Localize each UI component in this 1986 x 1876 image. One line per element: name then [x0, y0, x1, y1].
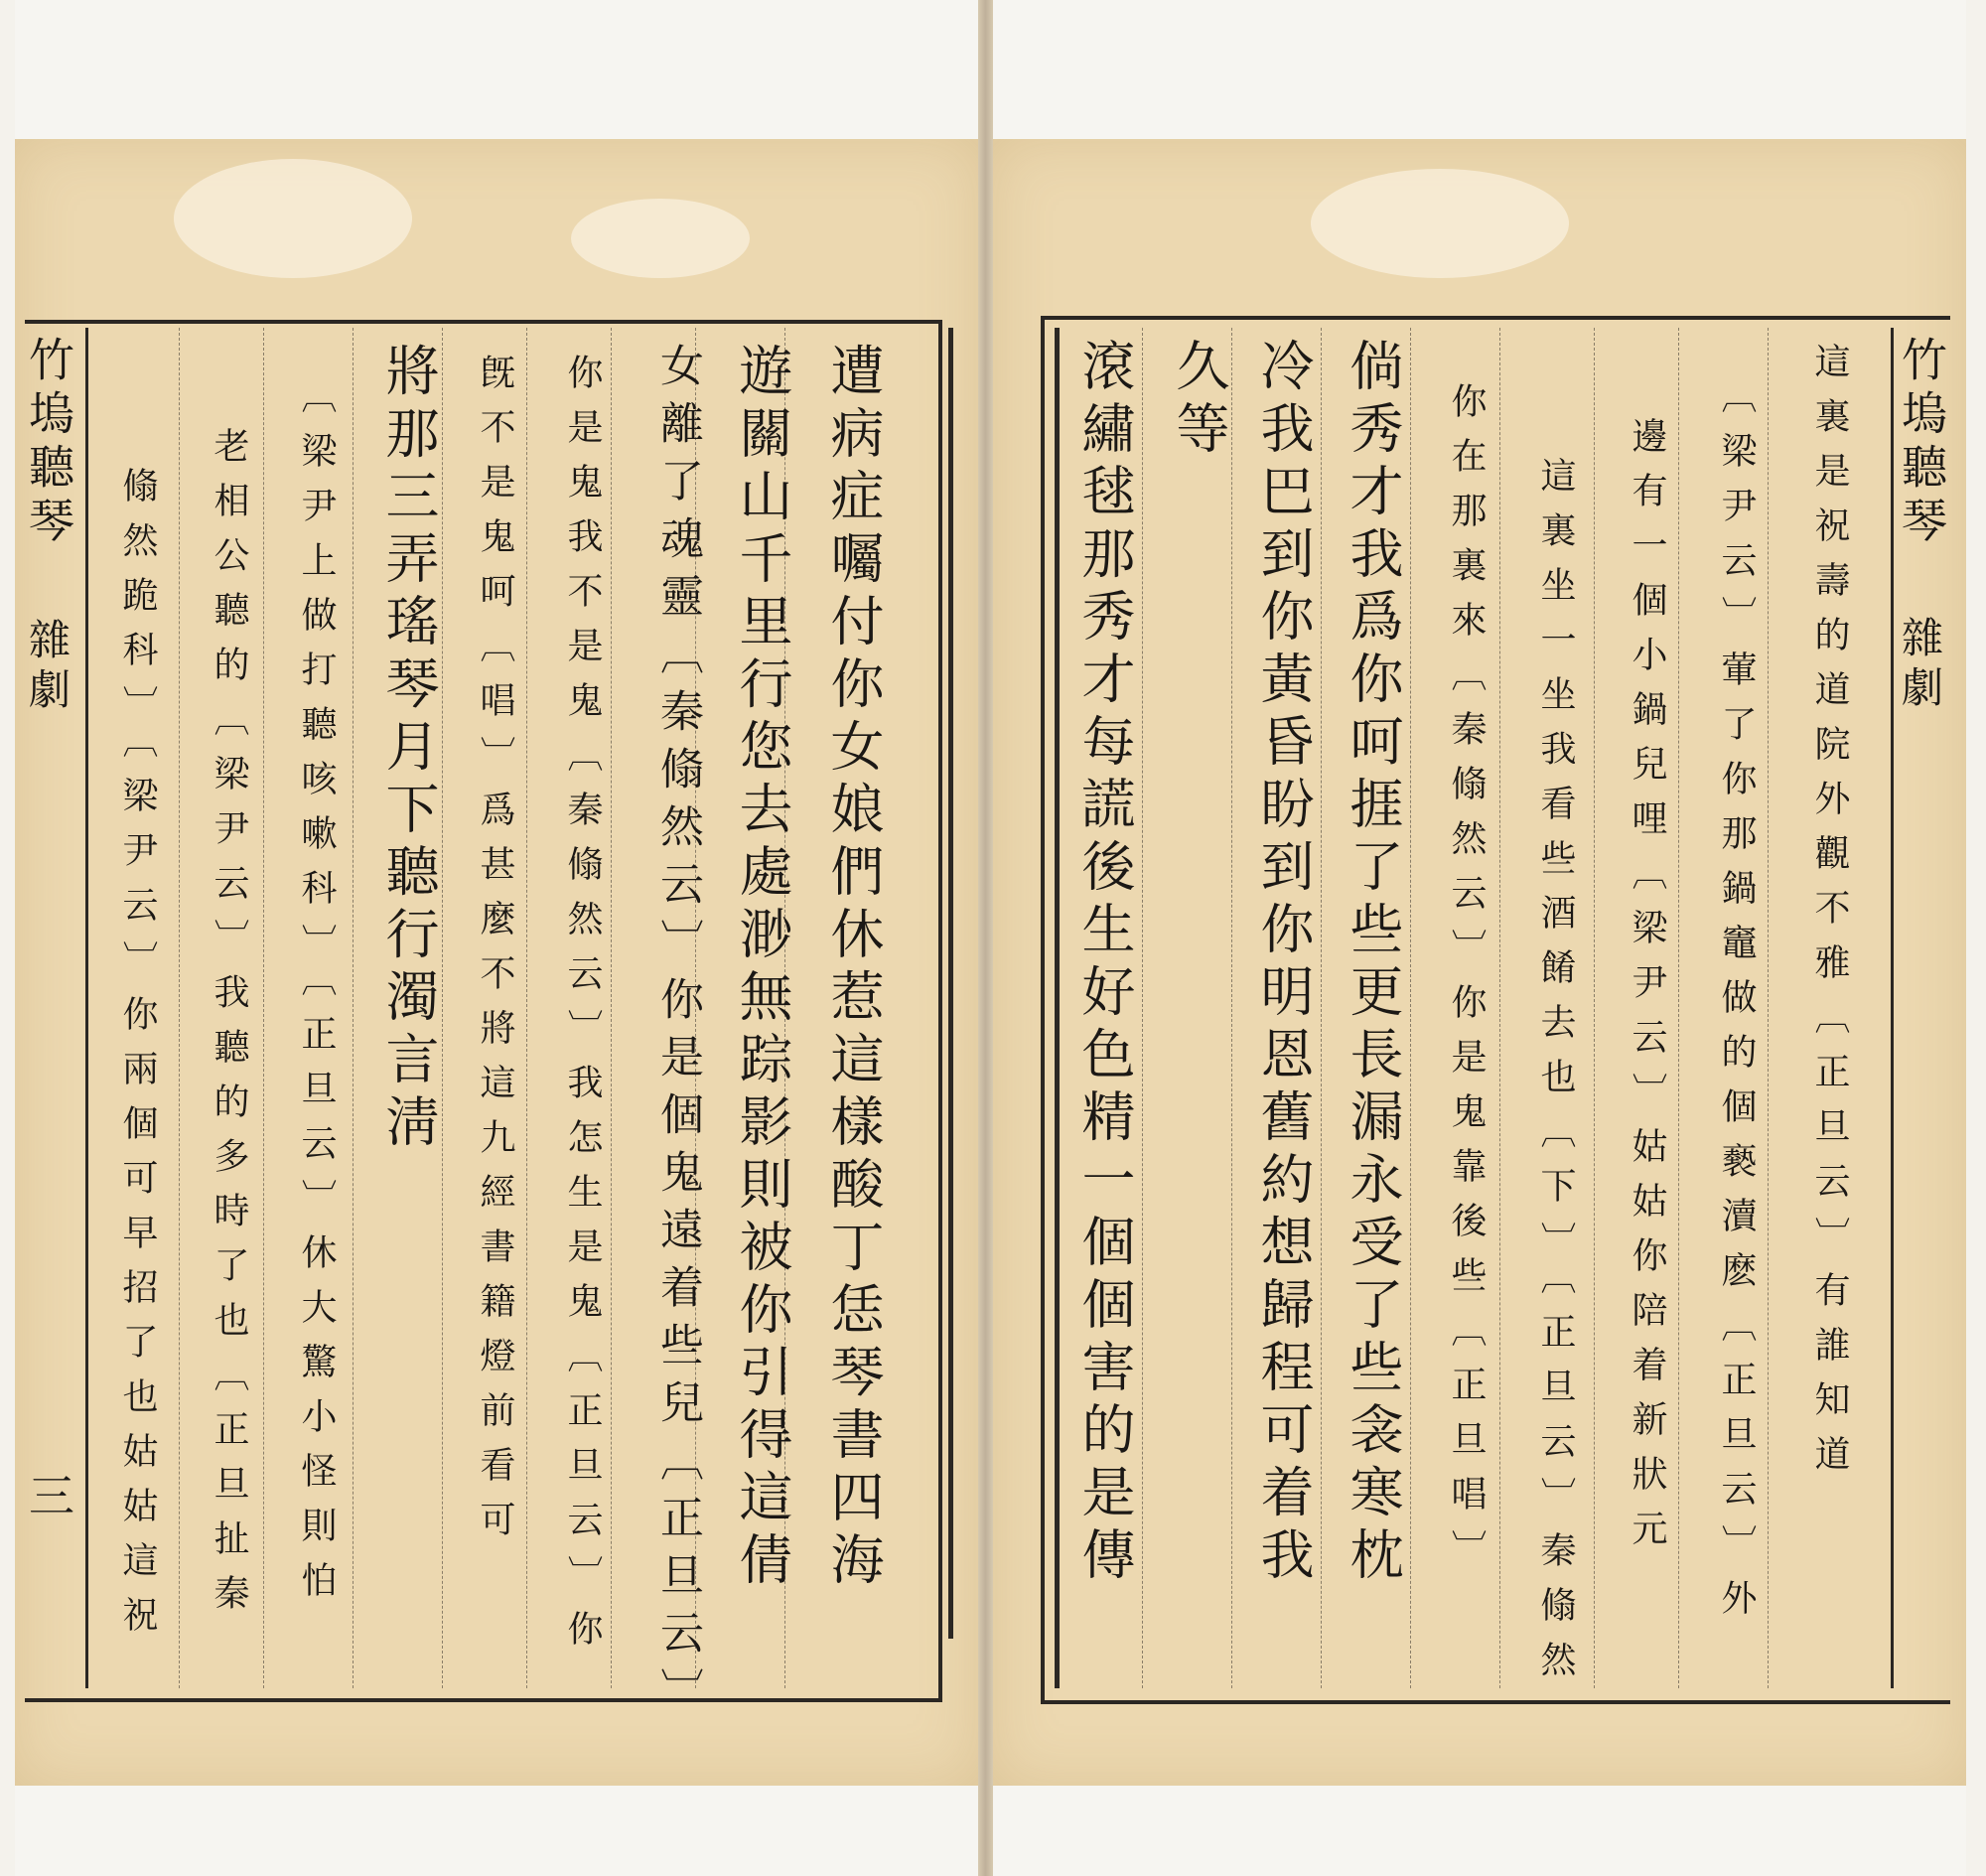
- text-column: 翛然跪科〕〔梁尹云〕你兩個可早招了也姑姑這祝: [117, 467, 158, 1651]
- column-rule: [1410, 328, 1411, 1688]
- column-rule: [526, 328, 527, 1688]
- text-column: 將那三弄瑤琴月下聽行濁言淸: [377, 343, 440, 1156]
- text-column: 遭病症囑付你女娘們休惹這樣酸丁恁琴書四海: [822, 343, 885, 1594]
- right-spine-category: 雜劇: [1896, 616, 1944, 715]
- text-column: 〔梁尹云〕葷了你那鍋竈做的個褻瀆麽〔正旦云〕外: [1716, 377, 1757, 1634]
- column-rule: [1142, 328, 1143, 1688]
- text-column: 你是鬼我不是鬼〔秦翛然云〕我怎生是鬼〔正旦云〕你: [562, 354, 603, 1664]
- text-column: 久等: [1168, 338, 1230, 463]
- column-rule: [1321, 328, 1322, 1688]
- text-column: 老相公聽的〔梁尹云〕我聽的多時了也〔正旦扯秦: [209, 427, 249, 1629]
- column-rule: [1768, 328, 1769, 1688]
- paper-stain: [571, 199, 750, 278]
- column-rule: [1499, 328, 1500, 1688]
- right-spine-title: 竹塢聽琴: [1895, 336, 1948, 550]
- left-spine-rule: [85, 328, 88, 1688]
- right-spine-rule: [1891, 328, 1894, 1688]
- text-column: 〔梁尹上做打聽咳嗽科〕〔正旦云〕休大驚小怪則怕: [296, 377, 337, 1616]
- text-column: 遊關山千里行您去處渺無踪影則被你引得這倩: [731, 343, 793, 1594]
- column-rule: [611, 328, 612, 1688]
- left-frame-right-rule: [948, 328, 953, 1639]
- column-rule: [263, 328, 264, 1688]
- right-frame-left-rule: [1055, 328, 1060, 1688]
- text-column: 你在那裏來〔秦翛然云〕你是鬼靠後些〔正旦唱〕: [1446, 382, 1487, 1584]
- column-rule: [179, 328, 180, 1688]
- left-spine-category: 雜劇: [23, 618, 71, 717]
- book-gutter: [978, 0, 993, 1876]
- left-spine-title: 竹塢聽琴: [22, 336, 75, 550]
- text-column: 這裏是祝壽的道院外觀不雅〔正旦云〕有誰知道: [1809, 343, 1850, 1490]
- paper-stain: [1311, 169, 1569, 278]
- column-rule: [442, 328, 443, 1688]
- left-spine-page-number: 三: [22, 1472, 75, 1525]
- text-column: 冷我巴到你黃昏盼到你明恩舊約想歸程可着我: [1252, 338, 1315, 1589]
- text-column: 旣不是鬼呵〔唱〕爲甚麼不將這九經書籍燈前看可: [475, 354, 515, 1555]
- text-column: 滾繡毬那秀才每謊後生好色精一個個害的是傳: [1073, 338, 1136, 1589]
- column-rule: [1678, 328, 1679, 1688]
- text-column: 邊有一個小鍋兒哩〔梁尹云〕姑姑你陪着新狀元: [1627, 417, 1667, 1564]
- text-column: 倘秀才我爲你呵捱了些更長漏永受了些衾寒枕: [1342, 338, 1404, 1589]
- text-column: 這裏坐一坐我看些酒餚去也〔下〕〔正旦云〕秦翛然: [1535, 457, 1576, 1695]
- column-rule: [1231, 328, 1232, 1688]
- paper-stain: [174, 159, 412, 278]
- text-column: 女離了魂靈〔秦翛然云〕你是個鬼遠着些兒〔正旦云〕: [652, 343, 703, 1725]
- column-rule: [353, 328, 354, 1688]
- column-rule: [1594, 328, 1595, 1688]
